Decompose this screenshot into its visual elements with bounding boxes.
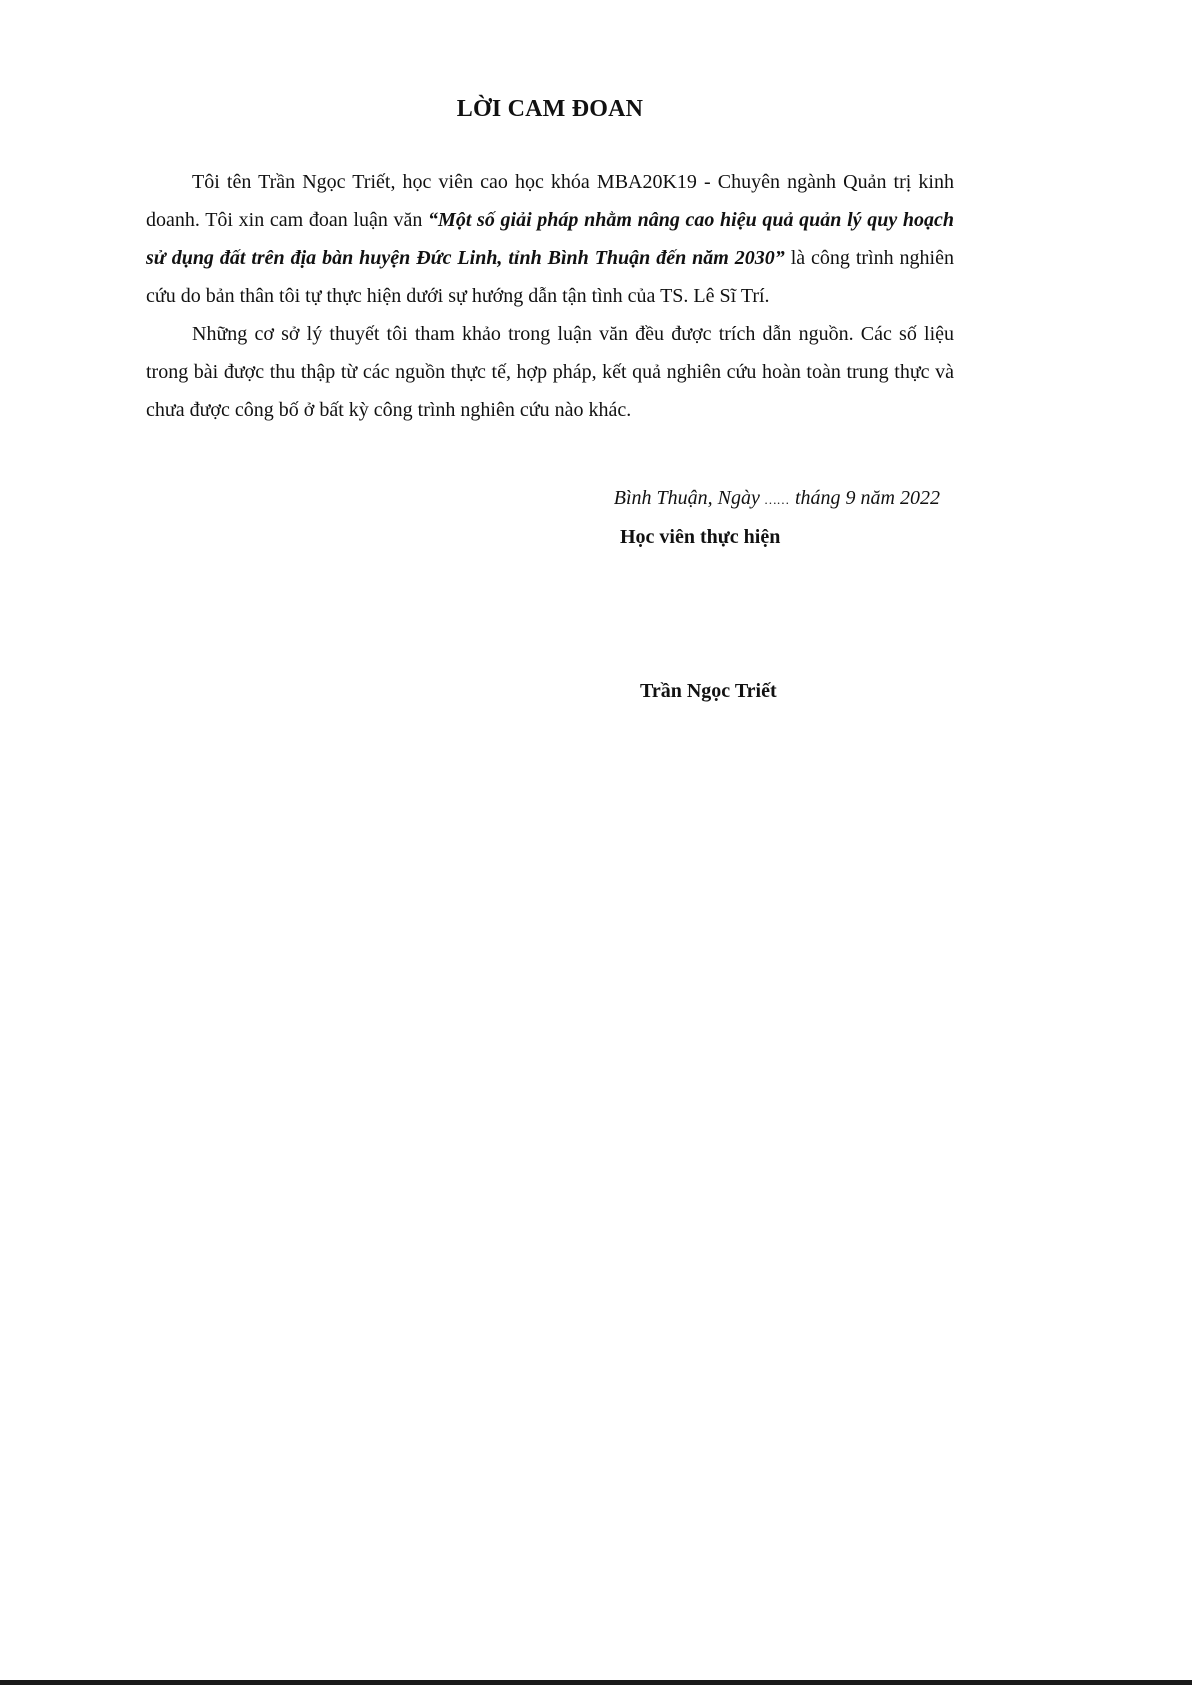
place-date-prefix: Bình Thuận, Ngày (613, 487, 765, 509)
paragraph-1-intro: Tôi tên Trần Ngọc Triết, học viên cao học khóa MBA20K19 - Chuyên ngành Quản trị kinh doanh. Tôi xin cam đoan luận văn (146, 171, 954, 231)
place-date-suffix: tháng 9 năm 2022 (790, 487, 940, 509)
declaration-paragraph-1 (146, 163, 954, 315)
signer-role: Học viên thực hiện (620, 526, 781, 548)
declaration-paragraph-2: Những cơ sở lý thuyết tôi tham khảo trong luận văn đều được trích dẫn nguồn. Các số liệu trong bài được thu thập từ các nguồn thực tế, hợp pháp, kết quả nghiên cứu hoàn toàn trung thực và chưa được công bố ở bất kỳ công trình nghiên cứu nào khác. (146, 323, 954, 421)
place-and-date (540, 487, 940, 510)
page-title: LỜI CAM ĐOAN (456, 96, 644, 122)
day-placeholder-dots: …… (764, 492, 790, 507)
thesis-title: “Một số giải pháp nhằm nâng cao hiệu quả quản lý quy hoạch sử dụng đất trên địa bàn huyện Đức Linh, tỉnh Bình Thuận đến năm 2030” (146, 209, 954, 269)
paragraph-1-ending: là công trình nghiên cứu do bản thân tôi tự thực hiện dưới sự hướng dẫn tận tình của TS. Lê Sĩ Trí. (146, 247, 954, 307)
bottom-edge-rule (0, 1680, 1192, 1685)
declaration-body (146, 163, 954, 429)
signer-name: Trần Ngọc Triết (640, 680, 777, 702)
